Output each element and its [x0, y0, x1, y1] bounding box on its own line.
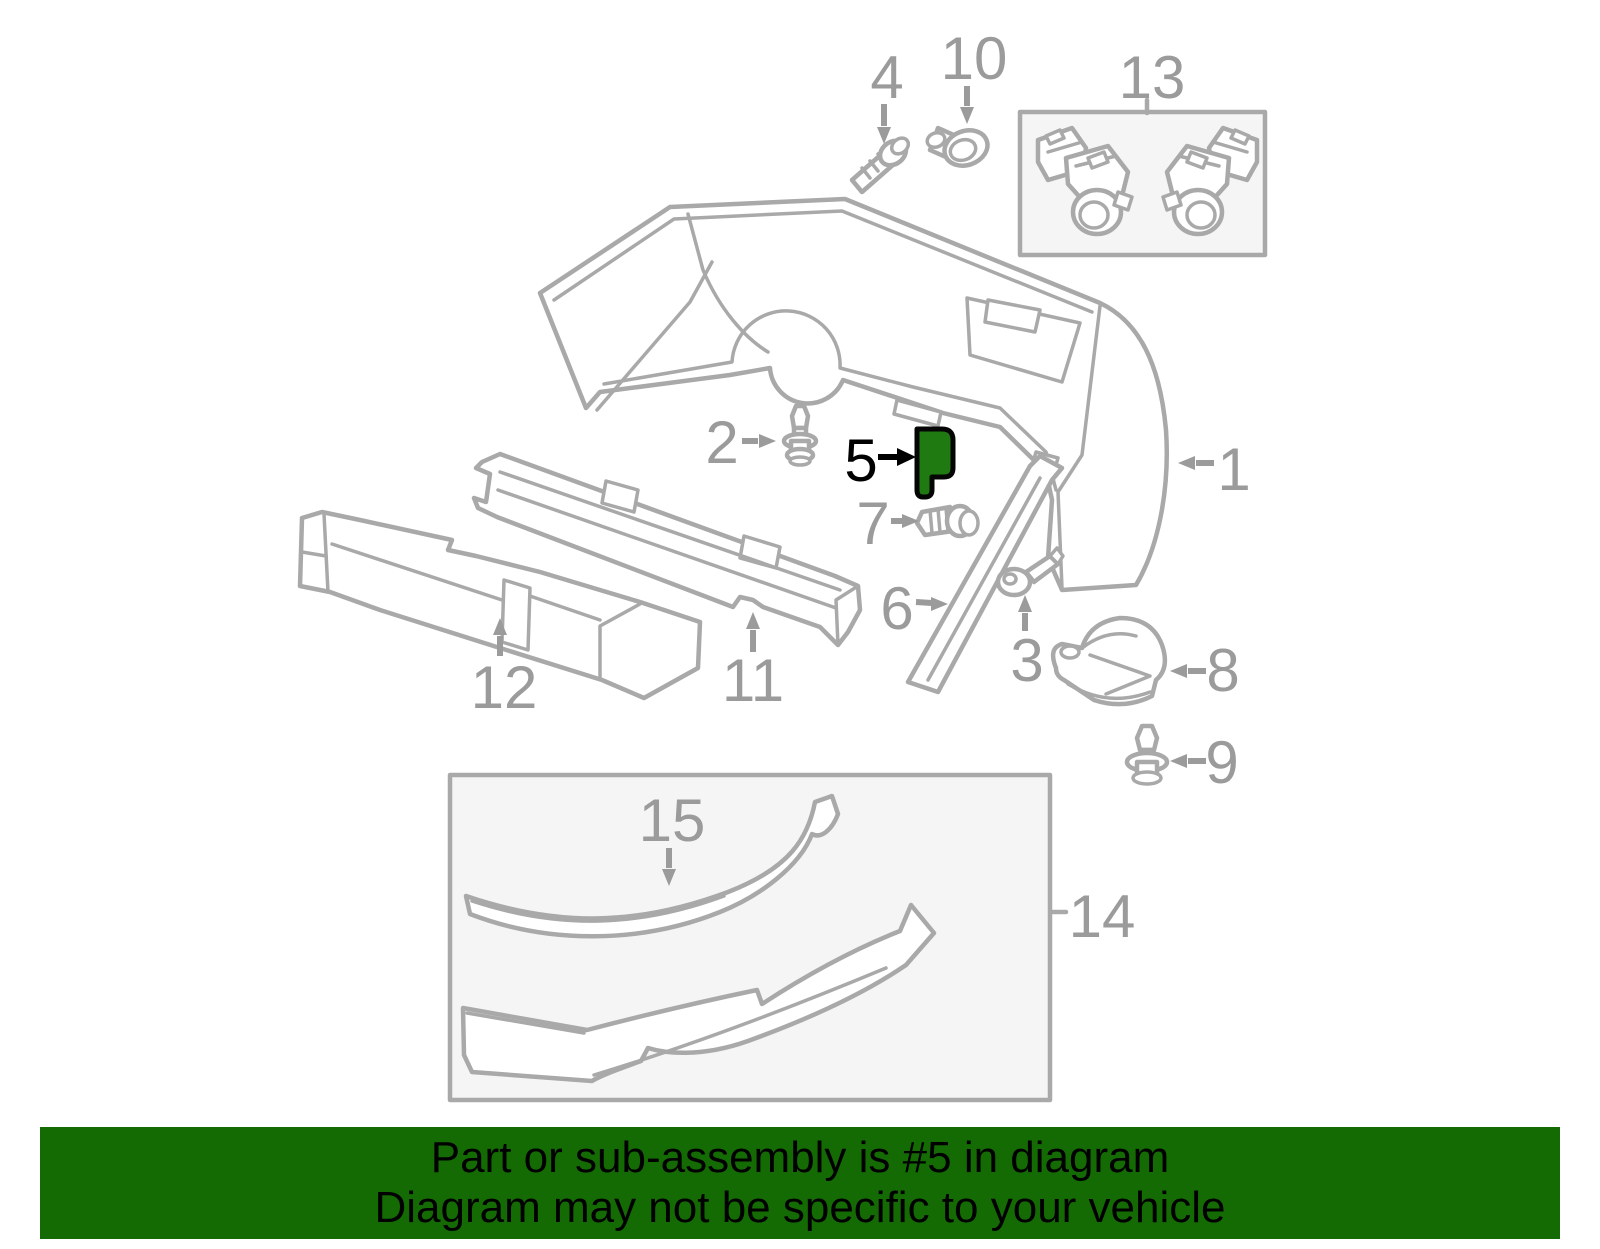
clip2-tip — [792, 406, 808, 428]
arrowhead-part10 — [960, 107, 974, 124]
part-label-4: 4 — [870, 44, 904, 111]
spoiler-box — [450, 775, 1066, 1100]
bolt-icon-part4 — [852, 135, 911, 192]
part-label-5: 5 — [844, 427, 878, 494]
clip9-base — [1133, 772, 1161, 784]
arrowhead-part2 — [759, 434, 776, 448]
part-label-12: 12 — [470, 654, 538, 721]
info-banner — [40, 1127, 1560, 1239]
bolt7-thread — [930, 510, 932, 533]
part-label-3: 3 — [1010, 627, 1044, 694]
highlighted-part-5 — [917, 429, 953, 497]
screw3-socket — [1004, 574, 1016, 584]
absorber-divider — [502, 580, 530, 650]
arrowhead-part5 — [897, 448, 916, 466]
sensor-kit-box — [1020, 100, 1265, 255]
highlighted-part-5-shape — [917, 429, 953, 497]
banner-line-1: Part or sub-assembly is #5 in diagram — [430, 1133, 1170, 1182]
clip9-tip — [1137, 726, 1157, 750]
push-clip-icon-part9 — [1127, 726, 1167, 784]
part-label-6: 6 — [880, 575, 914, 642]
info-banner-text — [374, 1133, 1225, 1232]
arrowhead-part6 — [931, 597, 948, 611]
bolt-icon-part7 — [917, 506, 978, 536]
part-label-7: 7 — [856, 490, 890, 557]
part-label-13: 13 — [1118, 44, 1186, 111]
bolt7-head — [960, 511, 978, 535]
line-art-layer — [300, 100, 1265, 1100]
sensor-ring-inner — [1080, 202, 1108, 228]
highlight-callout-part5 — [844, 427, 916, 494]
part-label-1: 1 — [1217, 436, 1251, 503]
part-label-11: 11 — [721, 647, 785, 714]
bolt7-thread — [938, 509, 940, 532]
part-label-9: 9 — [1205, 729, 1239, 796]
clip2-base — [790, 457, 810, 465]
push-clip-icon-part2 — [784, 406, 816, 465]
part-label-2: 2 — [705, 409, 739, 476]
sensor-foot — [1114, 192, 1132, 210]
arrowhead-part1 — [1178, 456, 1195, 470]
arrowhead-part11 — [746, 612, 760, 629]
part-label-10: 10 — [940, 25, 1008, 92]
arrowhead-part3 — [1018, 595, 1032, 612]
part-label-8: 8 — [1206, 637, 1240, 704]
part-label-14: 14 — [1068, 883, 1136, 950]
part-label-15: 15 — [638, 787, 706, 854]
arrowhead-part8 — [1170, 664, 1187, 678]
arrowhead-part9 — [1170, 754, 1187, 768]
banner-line-2: Diagram may not be specific to your vehicle — [374, 1183, 1226, 1232]
arrow-part6 — [916, 602, 932, 603]
lamp8-hole — [1061, 646, 1079, 658]
lamp-housing-drawing — [1053, 618, 1165, 704]
grommet-icon-part10 — [925, 125, 992, 172]
